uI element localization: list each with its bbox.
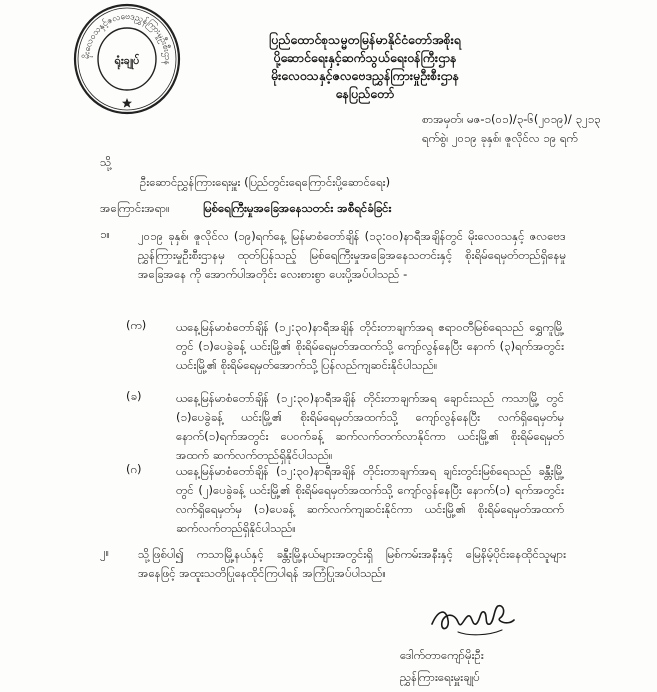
star-icon [122, 98, 132, 108]
letter-date: ရက်စွဲ၊ ၂၀၁၉ ခုနှစ်၊ ဇူလိုင်လ ၁၉ ရက် [422, 131, 578, 145]
letterhead-department: မိုးလေဝသနှင့်ဇလဗေဒညွှန်ကြားမှုဦးစီးဌာန [270, 68, 460, 83]
signature-image [428, 596, 518, 640]
seal-ring-text: မိုးလေဝသနှင့်ဇလဗေဒညွှန်ကြားမှုဦးစီးဌာန [81, 11, 173, 66]
letterhead-ministry: ပို့ဆောင်ရေးနှင့်ဆက်သွယ်ရေးဝန်ကြီးဌာန [273, 50, 457, 65]
item-kha-marker: (ခ) [126, 389, 142, 403]
item-ga-text: ယနေ့မြန်မာစံတော်ချိန် (၁၂:၃၀)နာရီအချိန် တိုင်းတာချက်အရ ချင်းတွင်းမြစ်ရေသည် ခန္တီးမြို့တွင် (၂)ပေခွဲခန့် ယင်းမြို့၏ စိုးရိမ်ရေမှတ်အထက်သို့ ကျော်လွန်နေပြီး နောက်(၁) ရက်အတွင်း လက်ရှိရေမှတ်မှ (၁)ပေခန့် ဆက်လက်ကျဆင်းနိုင်ကာ ယင်းမြို့၏ စိုးရိမ်ရေမှတ်အထက် ဆက်လက်တည်ရှိနိုင်ပါသည်။ [176, 464, 564, 535]
recipient: ဦးဆောင်ညွှန်ကြားရေးမှူး (ပြည်တွင်းရေကြောင်းပို့ဆောင်ရေး) [140, 175, 391, 189]
signatory-name: ဒေါက်တာကျော်မိုးဦး [400, 648, 484, 662]
para1-text: ၂၀၁၉ ခုနှစ်၊ ဇူလိုင်လ (၁၉)ရက်နေ့ မြန်မာစံတော်ချိန် (၁၃:၀၀)နာရီအချိန်တွင် မိုးလေဝသနှင့် ဇလဗေဒ ညွှန်ကြားမှုဦးစီးဌာနမှ ထုတ်ပြန်သည့် မြစ်ရေကြီးမှုအခြေအနေသတင်းနှင့် စိုးရိမ်ရေမှတ်တည်ရှိနေမှု အခြေအနေ ကို အောက်ပါအတိုင်း လေးစားစွာ ပေးပို့အပ်ပါသည် - [138, 229, 566, 281]
subject-label: အကြောင်းအရာ။ [100, 201, 170, 215]
item-ka-text: ယနေ့မြန်မာစံတော်ချိန် (၁၂:၃၀)နာရီအချိန် တိုင်းတာချက်အရ ဧရာဝတီမြစ်ရေသည် ရွှေကူမြို့ တွင် (၁)ပေခွဲခန့် ယင်းမြို့၏ စိုးရိမ်ရေမှတ်အထက်သို့ ကျော်လွန်နေပြီး နောက် (၃)ရက်အတွင်း ယင်းမြို့၏ စိုးရိမ်ရေမှတ်အောက်သို့ ပြန်လည်ကျဆင်းနိုင်ပါသည်။ [176, 320, 564, 372]
item-ka-marker: (က) [126, 318, 147, 332]
letterhead-government: ပြည်ထောင်စုသမ္မတမြန်မာနိုင်ငံတော်အစိုးရ [269, 32, 461, 47]
letterhead-city: နေပြည်တော် [335, 86, 395, 101]
item-kha-text: ယနေ့မြန်မာစံတော်ချိန် (၁၂:၃၀)နာရီအချိန် တိုင်းတာချက်အရ ချောင်းသည် ကသာမြို့ တွင် (၁)ပေခွဲခန့် ယင်းမြို့၏ စိုးရိမ်ရေမှတ်အထက်သို့ ကျော်လွန်နေပြီး လက်ရှိရေမှတ်မှ နောက်(၁)ရက်အတွင်း ပေ၀က်ခန့် ဆက်လက်တက်လာနိုင်ကာ ယင်းမြို့၏ စိုးရိမ်ရေမှတ် အထက် ဆက်လက်တည်ရှိနိုင်ပါသည်။ [176, 391, 564, 462]
department-seal [72, 2, 182, 116]
item-ga-marker: (ဂ) [126, 462, 142, 476]
seal-center-text: ရုံးချုပ် [114, 54, 140, 67]
para2-text: သို့ဖြစ်ပါ၍ ကသာမြို့နယ်နှင့် ခန္တီးမြို့နယ်များအတွင်းရှိ မြစ်ကမ်းအနီးနှင့် မြေနိမ့်ပိုင်းနေထိုင်သူများ အနေဖြင့် အထူးသတိပြုနေထိုင်ကြပါရန် အကြံပြုအပ်ပါသည်။ [138, 547, 566, 580]
signature-graphic [428, 596, 518, 640]
signatory-title: ညွှန်ကြားရေးမှူးချုပ် [400, 670, 480, 684]
para1-number: ၁။ [100, 227, 110, 241]
para2-number: ၂။ [100, 545, 110, 559]
subject-text: မြစ်ရေကြီးမှုအခြေအနေသတင်း အစီရင်ခံခြင်း [203, 201, 392, 215]
seal-graphic [72, 2, 182, 116]
to-label: သို့ [100, 155, 112, 169]
letter-number: စာအမှတ်၊ မဇ-၁(၀၁)/၃-၆(၂၀၁၉)/ ၃၂၁၃ [422, 112, 601, 126]
